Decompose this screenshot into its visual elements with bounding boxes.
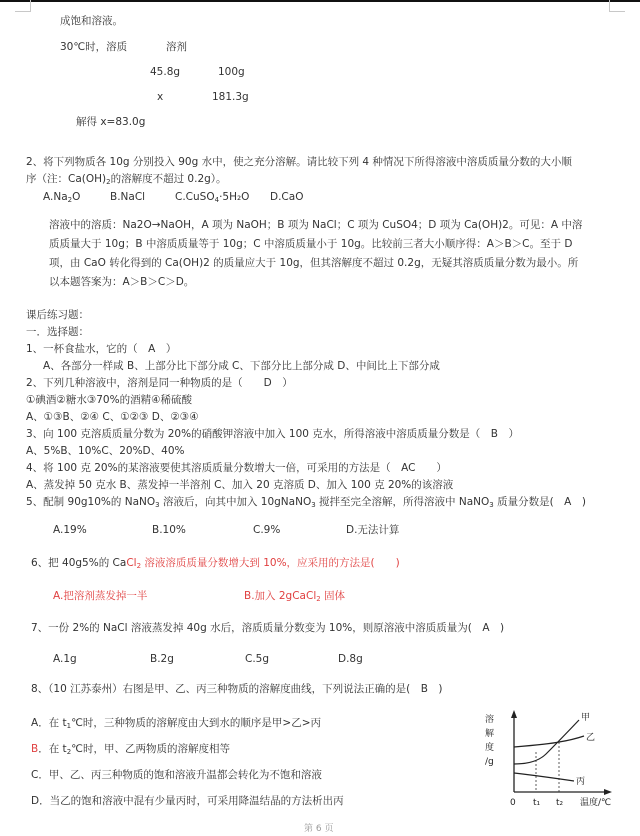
- question-7-option-a: A.1g: [53, 653, 77, 665]
- question-8-option-a: A．在 $t_1℃$时，三种物质的溶解度由大到水的顺序是甲>乙>丙: [31, 717, 322, 730]
- intro-line: 成饱和溶液。: [60, 15, 123, 27]
- curve-yi: [514, 736, 584, 747]
- svg-text:/g: /g: [485, 757, 494, 767]
- x-tick-t2: t₂: [556, 798, 564, 808]
- question-4-stem: 4、将 100 克 20%的某溶液要使其溶质质量分数增大一倍，可采用的方法是（ AC ）: [26, 462, 447, 474]
- intro-label-solute: 30℃时，溶质: [60, 41, 128, 53]
- intro-label-solvent: 溶剂: [166, 41, 187, 53]
- question-4-options: A、蒸发掉 50 克水 B、蒸发掉一半溶剂 C、加入 20 克溶质 D、加入 100 克 20%的该溶液: [26, 479, 454, 491]
- x-tick-0: 0: [510, 798, 516, 808]
- question-2-stem: 2、下列几种溶液中，溶剂是同一种物质的是（ D ）: [26, 377, 293, 389]
- intro-value: 100g: [218, 66, 245, 78]
- page-top-border: [0, 0, 640, 2]
- question-2-options: A、①③B、②④ C、①②③ D、②③④: [26, 411, 199, 423]
- example-question-stem: 2、将下列物质各 10g 分别投入 90g 水中，使之充分溶解。请比较下列 4 种情况下所得溶液中溶质质量分数的大小顺: [26, 156, 572, 168]
- explanation-line: 质质量大于 10g；B 中溶质质量等于 10g；C 中溶质质量小于 10g。比较前三者大小顺序得：A＞B＞C。至于 D: [49, 238, 573, 250]
- question-3-stem: 3、向 100 克溶质质量分数为 20%的硝酸钾溶液中加入 100 克水，所得溶液中溶质质量分数是（ B ）: [26, 428, 519, 440]
- explanation-line: 溶液中的溶质：Na2O→NaOH，A 项为 NaOH；B 项为 NaCl；C 项为 CuSO4；D 项为 Ca(OH)2。可见：A 中溶: [49, 219, 583, 231]
- example-option-a: $A.Na_2O$: [43, 191, 81, 204]
- curve-jia: [514, 720, 579, 764]
- question-7-option-c: C.5g: [245, 653, 270, 665]
- intro-result: 解得 x=83.0g: [76, 116, 146, 128]
- question-5-option-c: C.9%: [253, 524, 281, 536]
- example-question-stem-line2: 序（注：$Ca(OH)_2$的溶解度不超过 0.2g）。: [26, 173, 227, 186]
- question-8-option-b: B．在 $t_2℃$时，甲、乙两物质的溶解度相等: [31, 743, 230, 756]
- explanation-line: 项，由 CaO 转化得到的 Ca(OH)2 的质量应大于 10g，但其溶解度不超过 0.2g，无疑其溶质质量分数为最小。所: [49, 257, 579, 269]
- question-6-stem: 6、把 40g5%的 CaCl$_2$ 溶液溶质质量分数增大到 10%，应采用的方法是( ): [31, 557, 400, 570]
- series-label-bing: 丙: [576, 777, 586, 787]
- question-6-option-a: A.把溶剂蒸发掉一半: [53, 590, 148, 602]
- corner-mark-top-left: [15, 0, 31, 12]
- x-tick-t1: t₁: [533, 798, 541, 808]
- question-1-options: A、各部分一样咸 B、上部分比下部分咸 C、下部分比上部分咸 D、中间比上下部分咸: [43, 360, 440, 372]
- question-5-stem: 5、配制 90g10%的 NaNO$_3$ 溶液后，向其中加入 10gNaNO$_3$ 搅拌至完全溶解，所得溶液中 NaNO$_3$ 质量分数是( A ): [26, 496, 586, 509]
- curve-bing: [514, 773, 574, 781]
- intro-value: 181.3g: [212, 91, 249, 103]
- question-5-option-a: A.19%: [53, 524, 87, 536]
- corner-mark-top-right: [609, 0, 625, 12]
- example-option-b: B.NaCl: [110, 191, 146, 203]
- x-axis-arrow-icon: [604, 789, 612, 795]
- exercises-heading: 课后练习题：: [26, 309, 89, 321]
- section-heading: 一．选择题：: [26, 326, 89, 338]
- question-5-option-d: D.无法计算: [346, 524, 400, 536]
- intro-value: 45.8g: [150, 66, 181, 78]
- series-label-yi: 乙: [586, 733, 596, 743]
- series-label-jia: 甲: [581, 713, 591, 723]
- example-option-c: C.CuSO$_4$·5H₂O: [175, 191, 250, 204]
- y-label: 溶: [485, 715, 495, 725]
- page-number: 第 6 页: [304, 824, 334, 834]
- question-3-options: A、5%B、10%C、20%D、40%: [26, 445, 185, 457]
- question-8-option-c: C．甲、乙、丙三种物质的饱和溶液升温都会转化为不饱和溶液: [31, 769, 322, 781]
- question-6-option-b: B.加入 2gCaCl$_2$ 固体: [244, 590, 346, 603]
- svg-text:解: 解: [485, 729, 495, 739]
- question-8-stem: 8、（10 江苏泰州）右图是甲、乙、丙三种物质的溶解度曲线，下列说法正确的是( B ): [31, 683, 443, 695]
- question-1-stem: 1、一杯食盐水，它的（ A ）: [26, 343, 177, 355]
- question-2-items: ①碘酒②糖水③70%的酒精④稀硫酸: [26, 394, 192, 406]
- question-5-option-b: B.10%: [152, 524, 186, 536]
- explanation-line: 以本题答案为：A＞B＞C＞D。: [49, 276, 195, 288]
- intro-value: x: [157, 91, 164, 103]
- solubility-curve-chart: [480, 708, 630, 808]
- y-axis-arrow-icon: [511, 710, 517, 718]
- question-7-option-b: B.2g: [150, 653, 174, 665]
- question-7-stem: 7、一份 2%的 NaCl 溶液蒸发掉 40g 水后，溶质质量分数变为 10%，则原溶液中溶质质量为( A ): [31, 622, 505, 634]
- question-7-option-d: D.8g: [338, 653, 363, 665]
- x-label: 温度/℃: [580, 798, 612, 808]
- question-8-option-d: D．当乙的饱和溶液中混有少量丙时，可采用降温结晶的方法析出丙: [31, 795, 344, 807]
- svg-text:度: 度: [485, 743, 495, 753]
- example-option-d: D.CaO: [270, 191, 304, 203]
